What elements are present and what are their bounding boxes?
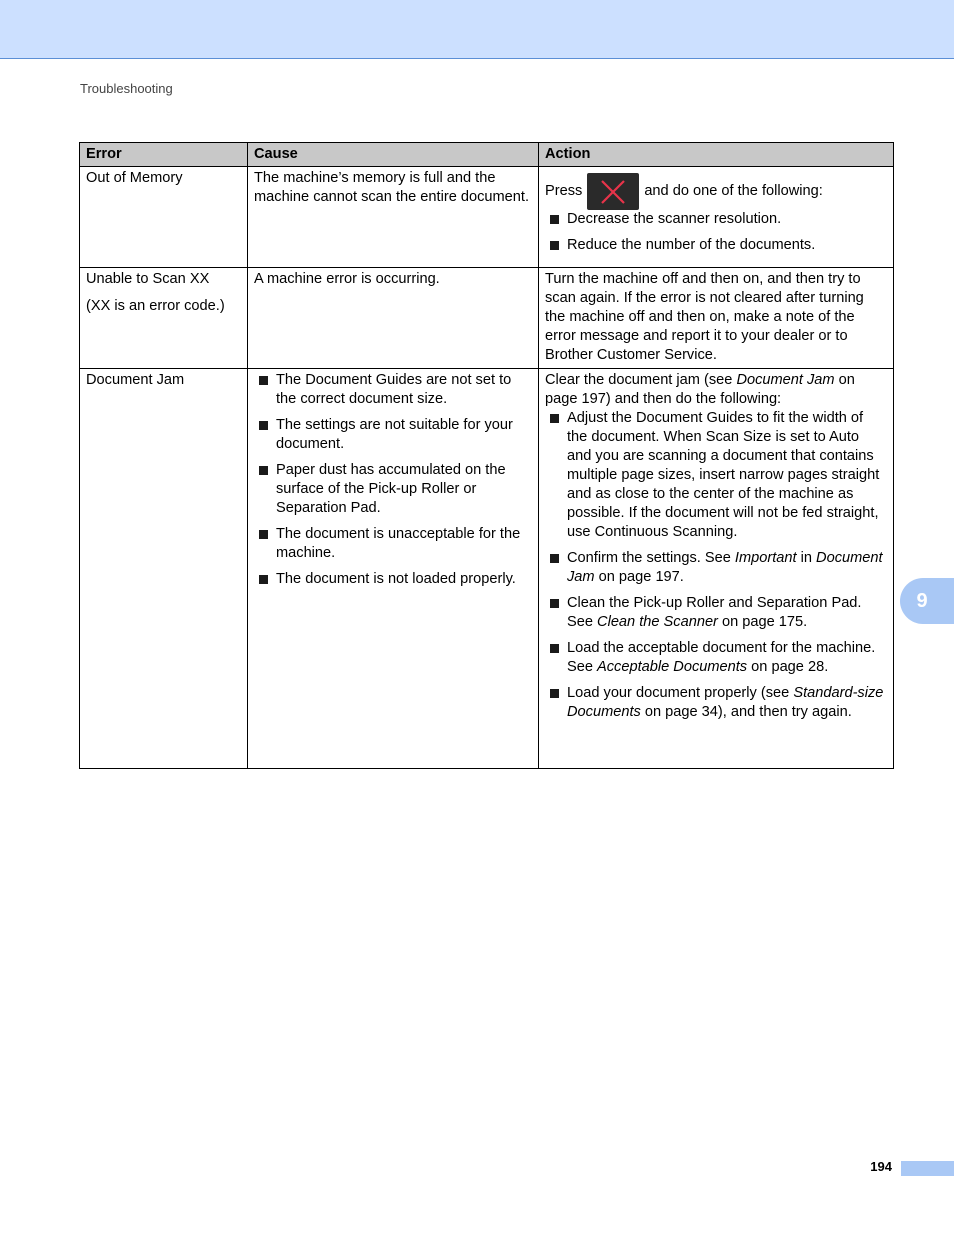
chapter-tab[interactable]: 9: [900, 578, 954, 624]
cause-cell: [248, 369, 539, 769]
list-item: Reduce the number of the documents.: [545, 236, 887, 255]
cause-text: The machine’s memory is full and the machine cannot scan the entire document.: [254, 170, 530, 205]
stop-x-glyph: [599, 178, 627, 206]
cause-cell: [248, 268, 539, 369]
cross-reference-link[interactable]: Standard-size Documents: [567, 685, 884, 720]
table-row-document-jam: [80, 369, 894, 769]
list-item: Decrease the scanner resolution.: [545, 210, 887, 229]
stop-x-icon: [587, 173, 639, 210]
item-text: in: [796, 550, 817, 566]
table-row-unable-to-scan: [80, 268, 894, 369]
intro-text: Clear the document jam (see: [545, 372, 737, 388]
item-text: on page 175.: [717, 614, 808, 630]
list-item: The Document Guides are not set to the correct document size.: [254, 371, 532, 409]
item-text: Load your document properly (see: [567, 685, 794, 701]
running-head: Troubleshooting: [80, 81, 173, 96]
error-note: (XX is an error code.): [86, 298, 225, 314]
page-number: 194: [870, 1159, 892, 1174]
list-item: The settings are not suitable for your document.: [254, 416, 532, 454]
error-cell: [80, 268, 248, 369]
cross-reference-link[interactable]: Clean the Scanner: [597, 614, 718, 630]
cause-cell: [248, 167, 539, 268]
list-item: [545, 639, 887, 677]
column-header-error: Error: [80, 143, 248, 167]
item-text: on page 28.: [747, 659, 829, 675]
list-item: The document is unacceptable for the machine.: [254, 525, 532, 563]
item-text: Load the acceptable document for the machine. See: [567, 640, 876, 675]
cross-reference-link[interactable]: Document Jam: [567, 550, 883, 585]
action-cell: [539, 268, 894, 369]
jam-action-intro: [545, 371, 887, 409]
item-text: on page 197.: [594, 569, 684, 585]
table-row-out-of-memory: [80, 167, 894, 268]
list-item: [545, 594, 887, 632]
header-band: [0, 0, 954, 59]
jam-action-list: [545, 409, 887, 722]
item-text: Adjust the Document Guides to fit the width of the document. When Scan Size is set to Auto and you are scanning a document that contains multiple page sizes, insert narrow pages straight and as close to the center of the machine as possible. If the document will not be fed straight, use Continuous Scanning.: [567, 410, 880, 540]
oom-action-list: [545, 210, 887, 255]
press-label: Press: [545, 183, 583, 199]
cross-reference-link[interactable]: Document Jam: [736, 372, 835, 388]
item-text: Confirm the settings. See: [567, 550, 735, 566]
list-item: The document is not loaded properly.: [254, 570, 532, 589]
action-cell: [539, 369, 894, 769]
item-text: Clean the Pick-up Roller and Separation Pad. See: [567, 595, 862, 630]
cross-reference-link[interactable]: Acceptable Documents: [597, 659, 748, 675]
action-cell: [539, 167, 894, 268]
error-cell: [80, 167, 248, 268]
intro-text: on page 197) and then do the following:: [545, 372, 855, 407]
list-item: Paper dust has accumulated on the surface of the Pick-up Roller or Separation Pad.: [254, 461, 532, 518]
cause-text: A machine error is occurring.: [254, 271, 440, 287]
error-text: Out of Memory: [86, 170, 183, 186]
action-text: Turn the machine off and then on, and then try to scan again. If the error is not cleared after turning the machine off and then on, make a note of the error message and report it to your dealer or to Brother Customer Service.: [545, 271, 864, 363]
error-cell: [80, 369, 248, 769]
cross-reference-link[interactable]: Important: [734, 550, 797, 566]
press-instruction: [545, 173, 887, 210]
press-continuation: and do one of the following:: [644, 183, 823, 199]
list-item: [545, 684, 887, 722]
table-header-row: [80, 143, 894, 167]
troubleshooting-table: [79, 142, 894, 769]
error-text: Unable to Scan XX: [86, 271, 210, 287]
list-item: [545, 409, 887, 542]
footer-bar: [901, 1161, 954, 1176]
list-item: [545, 549, 887, 587]
item-text: on page 34), and then try again.: [640, 704, 852, 720]
column-header-cause: Cause: [248, 143, 539, 167]
column-header-action: Action: [539, 143, 894, 167]
jam-cause-list: [254, 371, 532, 589]
error-text: Document Jam: [86, 372, 185, 388]
